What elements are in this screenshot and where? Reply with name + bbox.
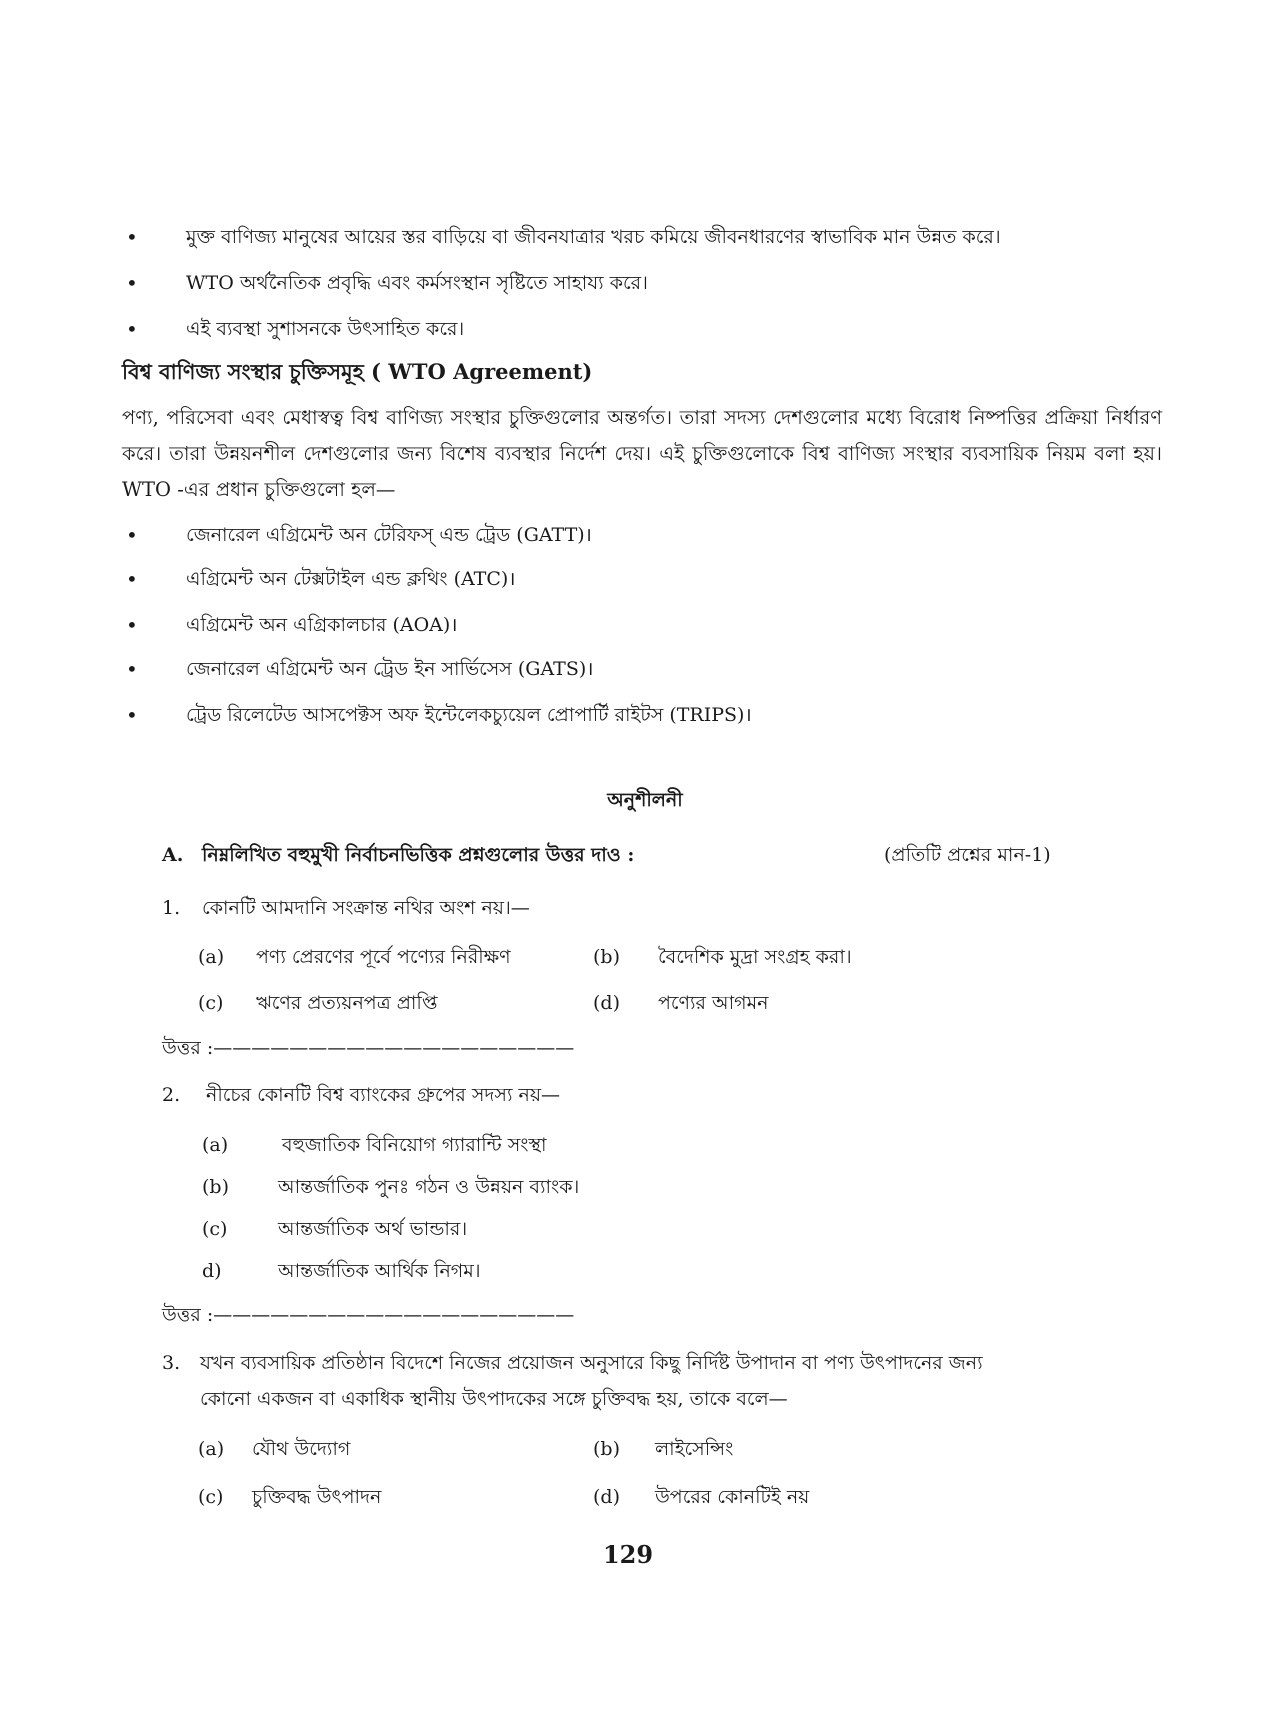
bullet-text: এই ব্যবস্থা সুশাসনকে উৎসাহিত করে। — [186, 318, 465, 340]
option-label: (b) — [593, 946, 620, 968]
bullet-marker: • — [126, 613, 138, 637]
option-text: আন্তর্জাতিক পুনঃ গঠন ও উন্নয়ন ব্যাংক। — [278, 1176, 580, 1198]
section-instruction: নিম্নলিখিত বহুমুখী নির্বাচনভিত্তিক প্রশ্নগুলোর উত্তর দাও : — [202, 844, 635, 866]
option-text: ঋণের প্রত্যয়নপত্র প্রাপ্তি — [256, 992, 438, 1014]
question-number: 3. — [162, 1352, 181, 1374]
option-text: উপরের কোনটিই নয় — [655, 1486, 810, 1508]
bullet-text: WTO অর্থনৈতিক প্রবৃদ্ধি এবং কর্মসংস্থান সৃষ্টিতে সাহায্য করে। — [186, 272, 648, 294]
bullet-marker: • — [126, 523, 138, 547]
option-text: চুক্তিবদ্ধ উৎপাদন — [252, 1486, 382, 1508]
agreement-item: ট্রেড রিলেটেড আসপেক্টস অফ ইন্টেলেকচ্যুয়েল প্রোপার্টি রাইটস (TRIPS)। — [186, 704, 752, 726]
option-label: (d) — [593, 1486, 620, 1508]
option-label: (c) — [202, 1218, 228, 1240]
option-text: আন্তর্জাতিক আর্থিক নিগম। — [278, 1260, 481, 1282]
bullet-marker: • — [126, 271, 138, 295]
option-text: আন্তর্জাতিক অর্থ ভান্ডার। — [278, 1218, 468, 1240]
page-number: 129 — [602, 1540, 654, 1569]
agreement-item: জেনারেল এগ্রিমেন্ট অন টেরিফস্ এন্ড ট্রেড (GATT)। — [186, 524, 592, 546]
bullet-marker: • — [126, 567, 138, 591]
option-label: (c) — [198, 1486, 224, 1508]
question-number: 2. — [162, 1084, 181, 1106]
bullet-marker: • — [126, 703, 138, 727]
section-heading: বিশ্ব বাণিজ্য সংস্থার চুক্তিসমূহ ( WTO Agreement) — [122, 359, 593, 384]
option-text: পণ্যের আগমন — [658, 992, 769, 1014]
option-label: d) — [202, 1260, 222, 1282]
agreement-item: এগ্রিমেন্ট অন টেক্সটাইল এন্ড ক্লথিং (ATC)। — [186, 568, 516, 590]
agreement-item: জেনারেল এগ্রিমেন্ট অন ট্রেড ইন সার্ভিসেস (GATS)। — [186, 658, 594, 680]
option-label: (a) — [202, 1134, 229, 1156]
exercise-title: অনুশীলনী — [607, 789, 683, 811]
question-text: যখন ব্যবসায়িক প্রতিষ্ঠান বিদেশে নিজের প্রয়োজন অনুসারে কিছু নির্দিষ্ট উপাদান বা পণ্য উৎপাদনের জন্য — [200, 1352, 983, 1374]
bullet-marker: • — [126, 225, 138, 249]
option-text: বহুজাতিক বিনিয়োগ গ্যারান্টি সংস্থা — [282, 1134, 547, 1156]
option-text: বৈদেশিক মুদ্রা সংগ্রহ করা। — [658, 946, 852, 968]
option-text: যৌথ উদ্যোগ — [252, 1438, 351, 1460]
option-label: (b) — [202, 1176, 229, 1198]
answer-line: উত্তর :——————————————————— — [162, 1037, 575, 1059]
section-letter: A. — [162, 844, 184, 866]
question-text: নীচের কোনটি বিশ্ব ব্যাংকের গ্রুপের সদস্য নয়— — [206, 1084, 561, 1106]
option-label: (b) — [593, 1438, 620, 1460]
option-label: (a) — [198, 946, 225, 968]
option-text: পণ্য প্রেরণের পূর্বে পণ্যের নিরীক্ষণ — [256, 946, 511, 968]
marks-note: (প্রতিটি প্রশ্নের মান-1) — [884, 844, 1051, 866]
question-text: কোনো একজন বা একাধিক স্থানীয় উৎপাদকের সঙ্গে চুক্তিবদ্ধ হয়, তাকে বলে— — [200, 1388, 788, 1410]
option-label: (d) — [593, 992, 620, 1014]
bullet-marker: • — [126, 317, 138, 341]
agreement-item: এগ্রিমেন্ট অন এগ্রিকালচার (AOA)। — [186, 614, 458, 636]
option-label: (c) — [198, 992, 224, 1014]
question-text: কোনটি আমদানি সংক্রান্ত নথির অংশ নয়।— — [202, 897, 530, 919]
bullet-text: মুক্ত বাণিজ্য মানুষের আয়ের স্তর বাড়িয়ে বা জীবনযাত্রার খরচ কমিয়ে জীবনধারণের স্বাভাবিক মান উন্নত করে। — [186, 226, 1001, 248]
option-text: লাইসেন্সিং — [655, 1438, 734, 1460]
question-number: 1. — [162, 897, 181, 919]
answer-line: উত্তর :——————————————————— — [162, 1304, 575, 1326]
option-label: (a) — [198, 1438, 225, 1460]
bullet-marker: • — [126, 657, 138, 681]
wto-paragraph: পণ্য, পরিসেবা এবং মেধাস্বত্ব বিশ্ব বাণিজ্য সংস্থার চুক্তিগুলোর অন্তর্গত। তারা সদস্য দেশগুলোর মধ্যে বিরোধ নিষ্পত্তির প্রক্রিয়া নির্ধারণ করে। তারা উন্নয়নশীল দেশগুলোর জন্য বিশেষ ব্যবস্থার নির্দেশ দেয়। এই চুক্তিগুলোকে বিশ্ব বাণিজ্য সংস্থার ব্যবসায়িক নিয়ম বলা হয়। WTO -এর প্রধান চুক্তিগুলো হল— — [122, 406, 1162, 501]
